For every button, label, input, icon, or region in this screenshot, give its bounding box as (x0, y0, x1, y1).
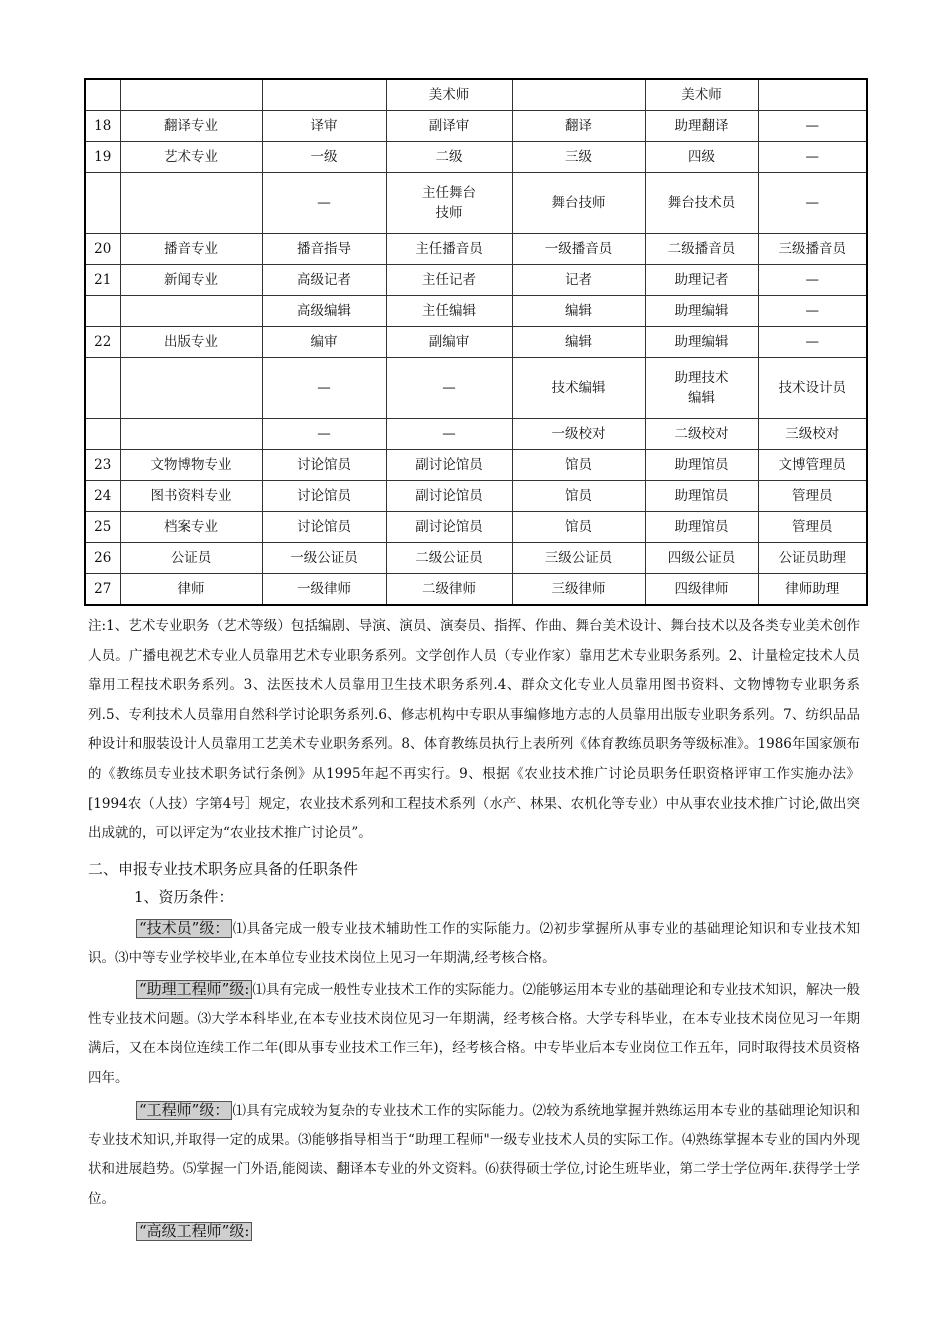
table-cell: 技术编辑 (512, 358, 645, 419)
row-number-cell: 21 (85, 265, 120, 296)
row-number-cell: 23 (85, 450, 120, 481)
table-cell: 馆员 (512, 512, 645, 543)
table-cell (120, 419, 262, 450)
table-cell: 图书资料专业 (120, 481, 262, 512)
table-cell: — (758, 265, 867, 296)
table-cell: 助理馆员 (645, 450, 758, 481)
table-cell: 公证员助理 (758, 543, 867, 574)
row-number-cell (85, 79, 120, 111)
table-row (85, 234, 867, 265)
table-row (85, 173, 867, 234)
table-cell: — (758, 296, 867, 327)
table-cell: 档案专业 (120, 512, 262, 543)
table-cell: 主任记者 (386, 265, 512, 296)
table-cell: 管理员 (758, 512, 867, 543)
table-cell: 助理技术 编辑 (645, 358, 758, 419)
table-cell: 三级公证员 (512, 543, 645, 574)
table-row (85, 543, 867, 574)
table-row (85, 419, 867, 450)
table-cell: 公证员 (120, 543, 262, 574)
table-cell: 舞台技术员 (645, 173, 758, 234)
table-row (85, 79, 867, 111)
table-cell: 副讨论馆员 (386, 512, 512, 543)
table-row (85, 574, 867, 606)
row-number-cell: 24 (85, 481, 120, 512)
table-cell: 文博管理员 (758, 450, 867, 481)
section-heading: 二、申报专业技术职务应具备的任职条件 (88, 860, 359, 878)
row-number-cell (85, 173, 120, 234)
table-cell (120, 173, 262, 234)
table-cell: 一级 (262, 142, 386, 173)
table-cell: 二级播音员 (645, 234, 758, 265)
row-number-cell: 22 (85, 327, 120, 358)
table-cell (758, 79, 867, 111)
table-cell: 三级播音员 (758, 234, 867, 265)
table-cell: 助理记者 (645, 265, 758, 296)
table-cell: 助理馆员 (645, 481, 758, 512)
table-cell: 律师 (120, 574, 262, 606)
subsection-heading: 1、资历条件： (134, 888, 234, 906)
table-row (85, 111, 867, 142)
table-cell: — (386, 358, 512, 419)
table-cell: 主任播音员 (386, 234, 512, 265)
table-cell: 一级校对 (512, 419, 645, 450)
table-cell: 二级校对 (645, 419, 758, 450)
row-number-cell: 27 (85, 574, 120, 606)
table-cell: 副编审 (386, 327, 512, 358)
table-cell: 二级公证员 (386, 543, 512, 574)
table-row (85, 142, 867, 173)
table-cell: — (758, 327, 867, 358)
table-cell: 新闻专业 (120, 265, 262, 296)
table-cell: 管理员 (758, 481, 867, 512)
table-cell: 一级公证员 (262, 543, 386, 574)
table-cell: 美术师 (386, 79, 512, 111)
row-number-cell (85, 358, 120, 419)
table-cell: 三级律师 (512, 574, 645, 606)
table-cell: 副译审 (386, 111, 512, 142)
table-cell: 记者 (512, 265, 645, 296)
technician-label: “技术员”级： (136, 919, 232, 938)
table-cell (262, 79, 386, 111)
table-cell: 翻译专业 (120, 111, 262, 142)
technician-text: ⑴具备完成一般专业技术辅助性工作的实际能力。⑵初步掌握所从事专业的基础理论知识和专业技术知识。⑶中等专业学校毕业,在本单位专业技术岗位上见习一年期满,经考核合格。 (88, 921, 860, 967)
row-number-cell (85, 296, 120, 327)
table-cell: 播音指导 (262, 234, 386, 265)
table-row (85, 296, 867, 327)
table-cell: 四级律师 (645, 574, 758, 606)
table-cell: 副讨论馆员 (386, 481, 512, 512)
row-number-cell: 19 (85, 142, 120, 173)
table-row (85, 481, 867, 512)
assistant-engineer-text: ⑴具有完成一般性专业技术工作的实际能力。⑵能够运用本专业的基础理论和专业技术知识，解决一般性专业技术问题。⑶大学本科毕业,在本专业技术岗位见习一年期满，经考核合格。大学专科毕业，在本专业技术岗位见习一年期满后，又在本岗位连续工作二年(即从事专业技术工作三年)，经考核合格。中专毕业后本专业岗位工作五年，同时取得技术员资格四年。 (88, 982, 860, 1086)
engineer-text: ⑴具有完成较为复杂的专业技术工作的实际能力。⑵较为系统地掌握并熟练运用本专业的基础理论知识和专业技术知识,并取得一定的成果。⑶能够指导相当于“助理工程师"一级专业技术人员的实际工作。⑷熟练掌握本专业的国内外现状和进展趋势。⑸掌握一门外语,能阅读、翻译本专业的外文资料。⑹获得硕士学位,讨论生班毕业，第二学士学位两年.获得学士学位。 (88, 1103, 860, 1207)
table-row (85, 265, 867, 296)
table-cell: 四级 (645, 142, 758, 173)
senior-engineer-paragraph (88, 1218, 860, 1247)
table-cell: 编辑 (512, 327, 645, 358)
table-cell: 美术师 (645, 79, 758, 111)
table-cell: 馆员 (512, 481, 645, 512)
table-cell: 副讨论馆员 (386, 450, 512, 481)
table-cell: 助理编辑 (645, 296, 758, 327)
row-number-cell: 25 (85, 512, 120, 543)
table-cell (512, 79, 645, 111)
row-number-cell: 18 (85, 111, 120, 142)
table-cell: 编辑 (512, 296, 645, 327)
table-cell: — (386, 419, 512, 450)
table-cell: 艺术专业 (120, 142, 262, 173)
table-cell (120, 79, 262, 111)
table-cell: 助理翻译 (645, 111, 758, 142)
assistant-engineer-paragraph (88, 976, 860, 1093)
table-cell: 主任舞台 技师 (386, 173, 512, 234)
row-number-cell: 26 (85, 543, 120, 574)
table-cell: 高级编辑 (262, 296, 386, 327)
table-row (85, 450, 867, 481)
assistant-engineer-label: “助理工程师”级: (136, 980, 252, 999)
table-cell: — (758, 111, 867, 142)
table-cell: 编审 (262, 327, 386, 358)
table-cell (120, 358, 262, 419)
table-cell: 一级播音员 (512, 234, 645, 265)
table-cell (120, 296, 262, 327)
table-cell: 主任编辑 (386, 296, 512, 327)
row-number-cell (85, 419, 120, 450)
table-cell: 二级 (386, 142, 512, 173)
table-cell: 三级 (512, 142, 645, 173)
table-cell: 讨论馆员 (262, 450, 386, 481)
title-table-container (84, 78, 866, 606)
table-cell: 助理编辑 (645, 327, 758, 358)
table-cell: — (758, 173, 867, 234)
table-body (85, 79, 867, 605)
table-cell: 播音专业 (120, 234, 262, 265)
table-cell: 二级律师 (386, 574, 512, 606)
table-row (85, 327, 867, 358)
table-cell: 律师助理 (758, 574, 867, 606)
table-cell: 四级公证员 (645, 543, 758, 574)
table-cell: 文物博物专业 (120, 450, 262, 481)
table-cell: 讨论馆员 (262, 481, 386, 512)
table-cell: — (262, 173, 386, 234)
row-number-cell: 20 (85, 234, 120, 265)
table-row (85, 512, 867, 543)
table-cell: 一级律师 (262, 574, 386, 606)
engineer-label: “工程师”级： (136, 1101, 232, 1120)
table-cell: 译审 (262, 111, 386, 142)
table-cell: 出版专业 (120, 327, 262, 358)
table-cell: 翻译 (512, 111, 645, 142)
senior-engineer-label: “高级工程师”级: (136, 1222, 252, 1241)
table-cell: 技术设计员 (758, 358, 867, 419)
table-row (85, 358, 867, 419)
table-cell: 三级校对 (758, 419, 867, 450)
table-cell: — (758, 142, 867, 173)
table-cell: 助理馆员 (645, 512, 758, 543)
table-cell: 高级记者 (262, 265, 386, 296)
technician-paragraph (88, 915, 860, 973)
engineer-paragraph (88, 1097, 860, 1214)
table-notes: 注:1、艺术专业职务（艺术等级）包括编剧、导演、演员、演奏员、指挥、作曲、舞台美术设计、舞台技术以及各类专业美术创作人员。广播电视艺术专业人员靠用艺术专业职务系列。文学创作人员（专业作家）靠用艺术专业职务系列。2、计量检定技术人员靠用工程技术职务系列。3、法医技术人员靠用卫生技术职务系列.4、群众文化专业人员靠用图书资料、文物博物专业职务系列.5、专利技术人员靠用自然科学讨论职务系列.6、修志机构中专职从事编修地方志的人员靠用出版专业职务系列。7、纺织品品种设计和服装设计人员靠用工艺美术专业职务系列。8、体育教练员执行上表所列《体育教练员职务等级标准》。1986年国家颁布的《教练员专业技术职务试行条例》从1995年起不再实行。9、根据《农业技术推广讨论员职务任职资格评审工作实施办法》[1994农（人技）字第4号］规定，农业技术系列和工程技术系列（水产、林果、农机化等专业）中从事农业技术推广讨论,做出突出成就的，可以评定为“农业技术推广讨论员”。 (88, 618, 860, 842)
table-cell: — (262, 419, 386, 450)
table-cell: 讨论馆员 (262, 512, 386, 543)
table-cell: — (262, 358, 386, 419)
professional-title-table (84, 78, 868, 606)
table-cell: 馆员 (512, 450, 645, 481)
table-cell: 舞台技师 (512, 173, 645, 234)
